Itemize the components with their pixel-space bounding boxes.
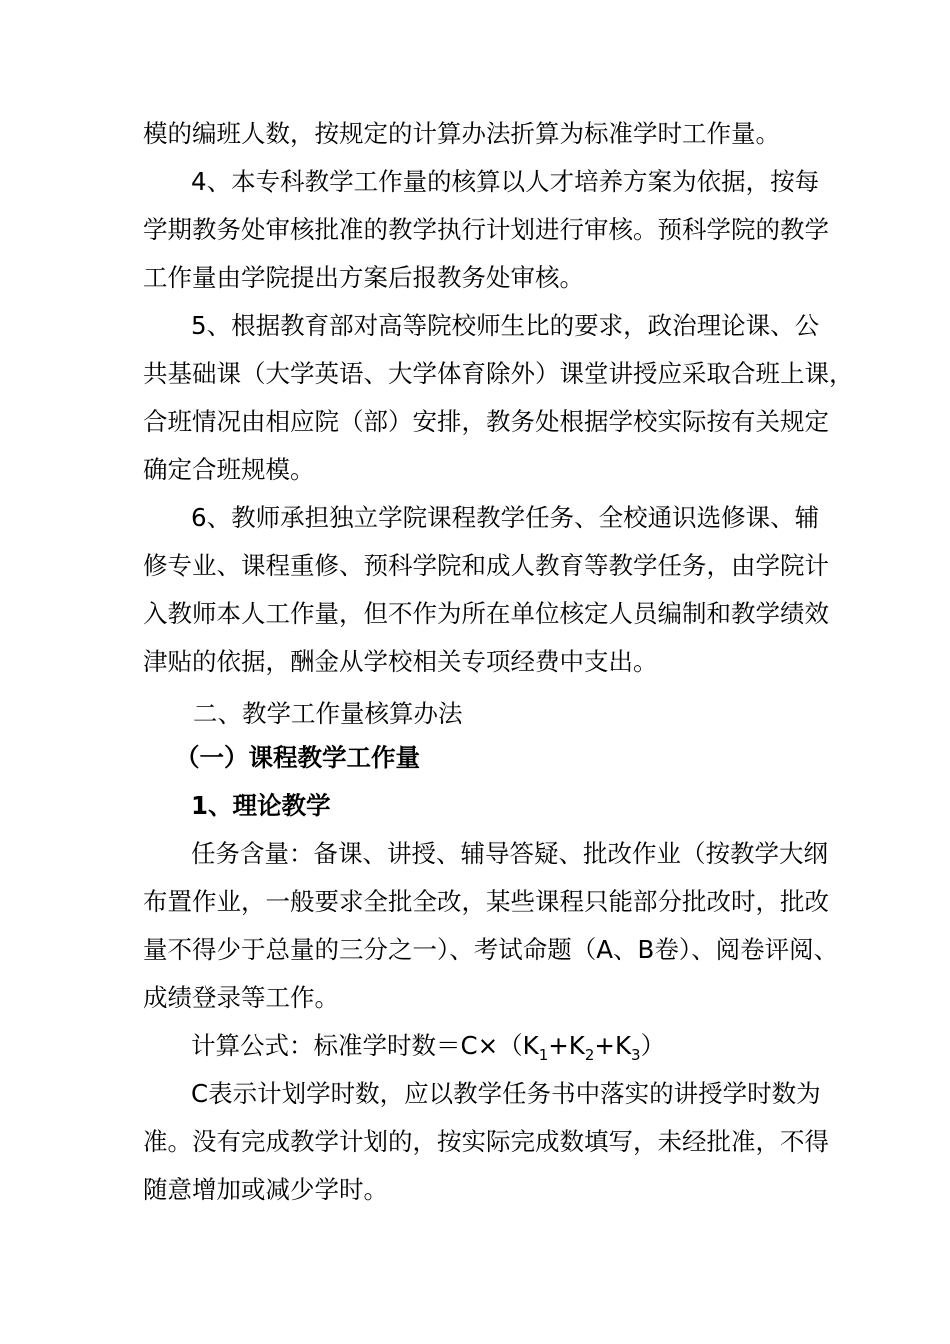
paragraph-line: 模的编班人数，按规定的计算办法折算为标准学时工作量。 <box>143 119 780 148</box>
paragraph-line: 工作量由学院提出方案后报教务处审核。 <box>143 263 584 292</box>
formula-sub1: 1 <box>538 1046 549 1064</box>
paragraph-line: 入教师本人工作量，但不作为所在单位核定人员编制和教学绩效 <box>143 599 829 628</box>
paragraph-line: 布置作业，一般要求全批全改，某些课程只能部分批改时，批改 <box>143 887 829 916</box>
paragraph-line: 量不得少于总量的三分之一）、考试命题（A、B卷）、阅卷评阅、 <box>143 935 839 964</box>
formula-sub3: 3 <box>631 1046 641 1064</box>
paragraph-line: 学期教务处审核批准的教学执行计划进行审核。预科学院的教学 <box>143 215 829 244</box>
section-heading: 二、教学工作量核算办法 <box>193 699 463 728</box>
paragraph-line: 6、教师承担独立学院课程教学任务、全校通识选修课、辅 <box>191 503 820 532</box>
paragraph-line: 修专业、课程重修、预科学院和成人教育等教学任务，由学院计 <box>143 551 829 580</box>
formula-prefix: 计算公式：标准学时数＝C×（ <box>191 1031 523 1060</box>
subsection-heading: （一）课程教学工作量 <box>175 743 420 772</box>
formula-line <box>191 1029 665 1063</box>
paragraph-line: 4、本专科教学工作量的核算以人才培养方案为依据，按每 <box>191 167 820 196</box>
paragraph-line: 5、根据教育部对高等院校师生比的要求，政治理论课、公 <box>191 311 820 340</box>
paragraph-line: C表示计划学时数，应以教学任务书中落实的讲授学时数为 <box>191 1079 821 1108</box>
paragraph-line: 成绩登录等工作。 <box>143 983 339 1012</box>
formula-k1: K <box>522 1031 539 1060</box>
formula-k3: K <box>614 1031 632 1060</box>
paragraph-line: 确定合班规模。 <box>143 455 315 484</box>
paragraph-line: 津贴的依据，酬金从学校相关专项经费中支出。 <box>143 647 658 676</box>
formula-plus2: + <box>594 1031 615 1060</box>
paragraph-line: 任务含量：备课、讲授、辅导答疑、批改作业（按教学大纲 <box>191 839 828 868</box>
paragraph-line: 随意增加或减少学时。 <box>143 1175 388 1204</box>
paragraph-line: 合班情况由相应院（部）安排，教务处根据学校实际按有关规定 <box>143 407 829 436</box>
formula-suffix: ） <box>640 1031 666 1060</box>
paragraph-line: 共基础课（大学英语、大学体育除外）课堂讲授应采取合班上课， <box>143 359 854 388</box>
paragraph-line: 准。没有完成教学计划的，按实际完成数填写，未经批准，不得 <box>143 1127 829 1156</box>
subsubsection-heading: 1、理论教学 <box>191 791 331 820</box>
formula-sub2: 2 <box>584 1046 595 1064</box>
formula-k2: K <box>568 1031 585 1060</box>
formula-plus1: + <box>548 1031 569 1060</box>
